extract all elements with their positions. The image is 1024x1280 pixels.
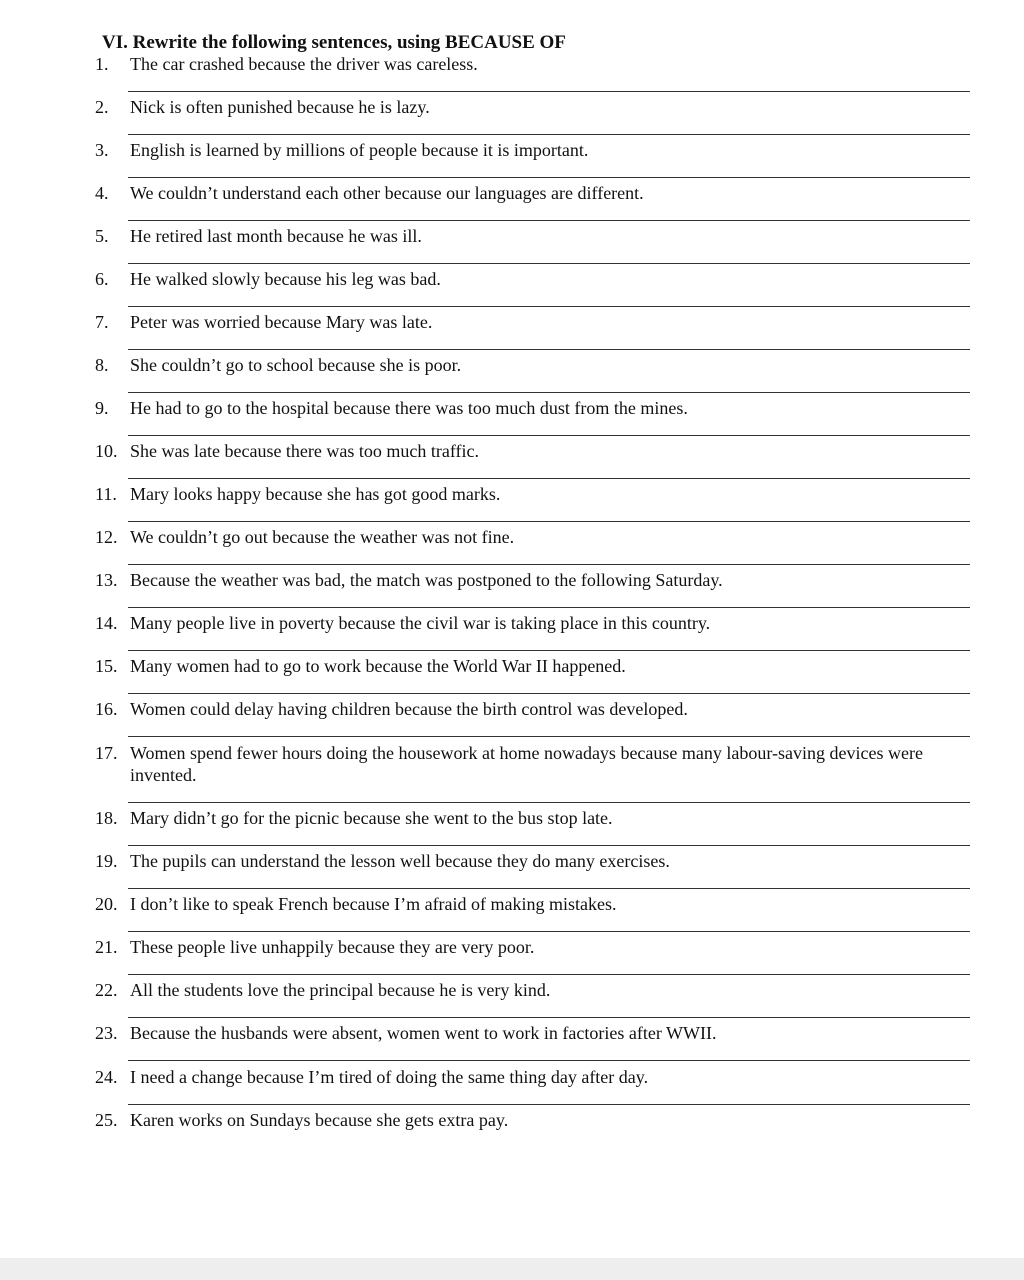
item-sentence: English is learned by millions of people because it is important.: [130, 140, 589, 160]
item-number: 24.: [95, 1067, 118, 1087]
answer-line: [128, 306, 970, 307]
answer-line: [128, 1060, 970, 1061]
item-sentence: We couldn’t go out because the weather was not fine.: [130, 527, 515, 547]
answer-line: [128, 693, 970, 694]
item-number: 1.: [95, 54, 109, 74]
item-number: 15.: [95, 656, 118, 676]
item-sentence: The car crashed because the driver was careless.: [130, 54, 478, 74]
item-sentence: He had to go to the hospital because there was too much dust from the mines.: [130, 398, 688, 418]
item-number: 17.: [95, 743, 118, 763]
item-number: 8.: [95, 355, 109, 375]
item-number: 12.: [95, 527, 118, 547]
item-number: 9.: [95, 398, 109, 418]
answer-line: [128, 802, 970, 803]
item-sentence: Nick is often punished because he is lazy.: [130, 97, 430, 117]
answer-line: [128, 974, 970, 975]
item-number: 18.: [95, 808, 118, 828]
item-number: 6.: [95, 269, 109, 289]
answer-line: [128, 349, 970, 350]
item-number: 13.: [95, 570, 118, 590]
item-number: 4.: [95, 183, 109, 203]
item-sentence: Peter was worried because Mary was late.: [130, 312, 433, 332]
item-sentence: The pupils can understand the lesson well because they do many exercises.: [130, 851, 670, 871]
item-sentence: Mary looks happy because she has got good marks.: [130, 484, 501, 504]
answer-line: [128, 650, 970, 651]
answer-line: [128, 1017, 970, 1018]
answer-line: [128, 263, 970, 264]
item-sentence: Many women had to go to work because the World War II happened.: [130, 656, 626, 676]
item-number: 16.: [95, 699, 118, 719]
item-sentence: Mary didn’t go for the picnic because she went to the bus stop late.: [130, 808, 613, 828]
answer-line: [128, 134, 970, 135]
item-number: 21.: [95, 937, 118, 957]
item-number: 23.: [95, 1023, 118, 1043]
answer-line: [128, 564, 970, 565]
item-sentence: I need a change because I’m tired of doing the same thing day after day.: [130, 1067, 649, 1087]
page-bottom-margin: [0, 1258, 1024, 1280]
item-sentence: He walked slowly because his leg was bad.: [130, 269, 441, 289]
item-sentence: She couldn’t go to school because she is poor.: [130, 355, 462, 375]
item-sentence: All the students love the principal because he is very kind.: [130, 980, 551, 1000]
item-number: 25.: [95, 1110, 118, 1130]
answer-line: [128, 931, 970, 932]
item-number: 10.: [95, 441, 118, 461]
item-sentence: He retired last month because he was ill.: [130, 226, 422, 246]
item-sentence: She was late because there was too much traffic.: [130, 441, 480, 461]
item-number: 11.: [95, 484, 117, 504]
item-number: 14.: [95, 613, 118, 633]
answer-line: [128, 845, 970, 846]
item-sentence: Because the husbands were absent, women went to work in factories after WWII.: [130, 1023, 717, 1043]
answer-line: [128, 177, 970, 178]
exercise-title: VI. Rewrite the following sentences, using BECAUSE OF: [102, 32, 566, 53]
item-number: 3.: [95, 140, 109, 160]
answer-line: [128, 392, 970, 393]
answer-line: [128, 220, 970, 221]
item-sentence: Because the weather was bad, the match was postponed to the following Saturday.: [130, 570, 723, 590]
item-number: 2.: [95, 97, 109, 117]
item-number: 22.: [95, 980, 118, 1000]
answer-line: [128, 1104, 970, 1105]
answer-line: [128, 478, 970, 479]
answer-line: [128, 91, 970, 92]
answer-line: [128, 521, 970, 522]
item-sentence: Women could delay having children because the birth control was developed.: [130, 699, 688, 719]
item-sentence: Karen works on Sundays because she gets extra pay.: [130, 1110, 509, 1130]
item-sentence: We couldn’t understand each other because our languages are different.: [130, 183, 644, 203]
answer-line: [128, 435, 970, 436]
item-sentence: These people live unhappily because they are very poor.: [130, 937, 535, 957]
item-number: 19.: [95, 851, 118, 871]
item-sentence: I don’t like to speak French because I’m afraid of making mistakes.: [130, 894, 617, 914]
answer-line: [128, 736, 970, 737]
answer-line: [128, 607, 970, 608]
item-sentence: Women spend fewer hours doing the housework at home nowadays because many labour-saving devices were invented.: [130, 743, 923, 785]
item-number: 20.: [95, 894, 118, 914]
item-number: 7.: [95, 312, 109, 332]
answer-line: [128, 888, 970, 889]
item-sentence: Many people live in poverty because the civil war is taking place in this country.: [130, 613, 711, 633]
item-number: 5.: [95, 226, 109, 246]
